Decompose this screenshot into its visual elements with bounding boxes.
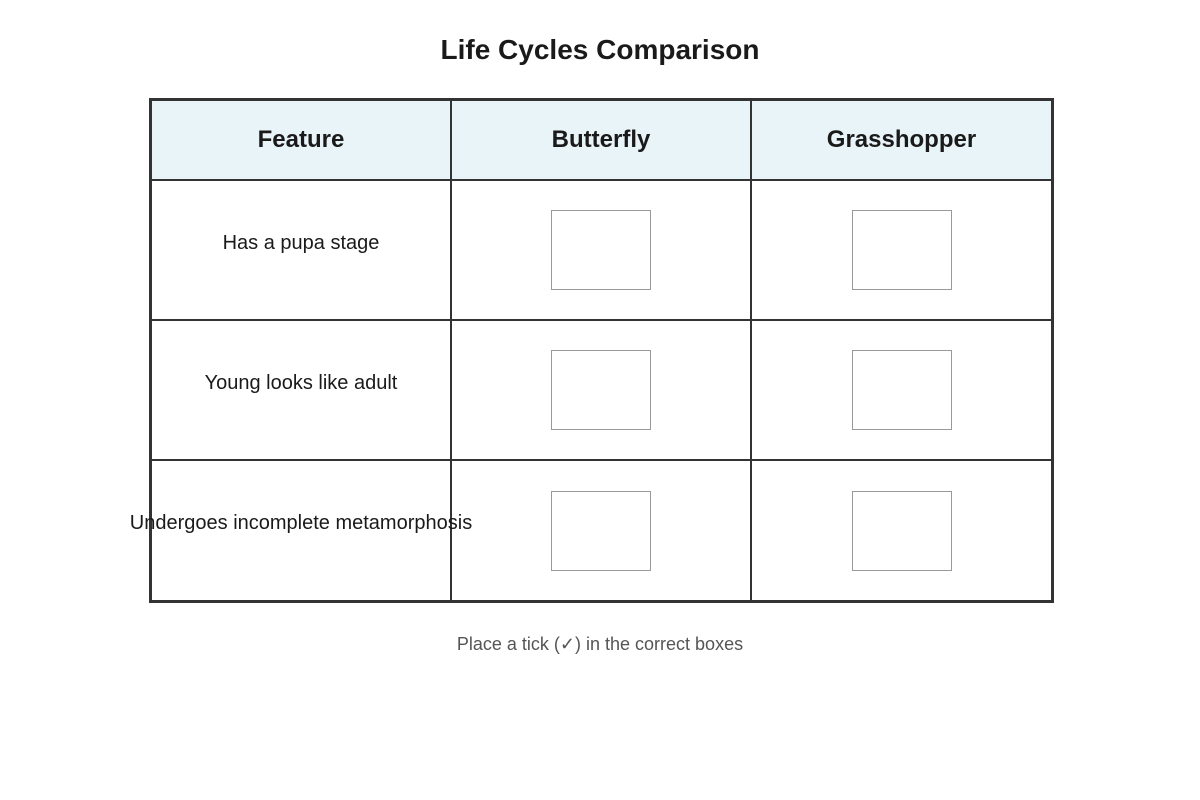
- butterfly-cell: [452, 461, 752, 600]
- tick-box-butterfly-incomplete-metamorphosis[interactable]: [551, 491, 651, 571]
- header-butterfly: Butterfly: [452, 101, 752, 181]
- header-feature: Feature: [152, 101, 452, 181]
- feature-label: Undergoes incomplete metamorphosis: [129, 512, 473, 534]
- tick-box-grasshopper-pupa[interactable]: [852, 210, 952, 290]
- header-grasshopper: Grasshopper: [752, 101, 1051, 181]
- grasshopper-cell: [752, 181, 1051, 321]
- grasshopper-cell: [752, 321, 1051, 461]
- feature-label: Has a pupa stage: [222, 231, 380, 254]
- tick-box-butterfly-young-like-adult[interactable]: [551, 350, 651, 430]
- tick-box-grasshopper-incomplete-metamorphosis[interactable]: [852, 491, 952, 571]
- page-title: Life Cycles Comparison: [440, 34, 760, 65]
- feature-label: Young looks like adult: [204, 371, 398, 394]
- instruction-text: Place a tick (✓) in the correct boxes: [456, 634, 744, 654]
- butterfly-cell: [452, 181, 752, 321]
- feature-cell: [152, 181, 452, 321]
- feature-cell: [152, 321, 452, 461]
- comparison-table: [129, 98, 1054, 603]
- tick-box-butterfly-pupa[interactable]: [551, 210, 651, 290]
- feature-cell: [129, 461, 473, 600]
- butterfly-cell: [452, 321, 752, 461]
- grasshopper-cell: [752, 461, 1051, 600]
- tick-box-grasshopper-young-like-adult[interactable]: [852, 350, 952, 430]
